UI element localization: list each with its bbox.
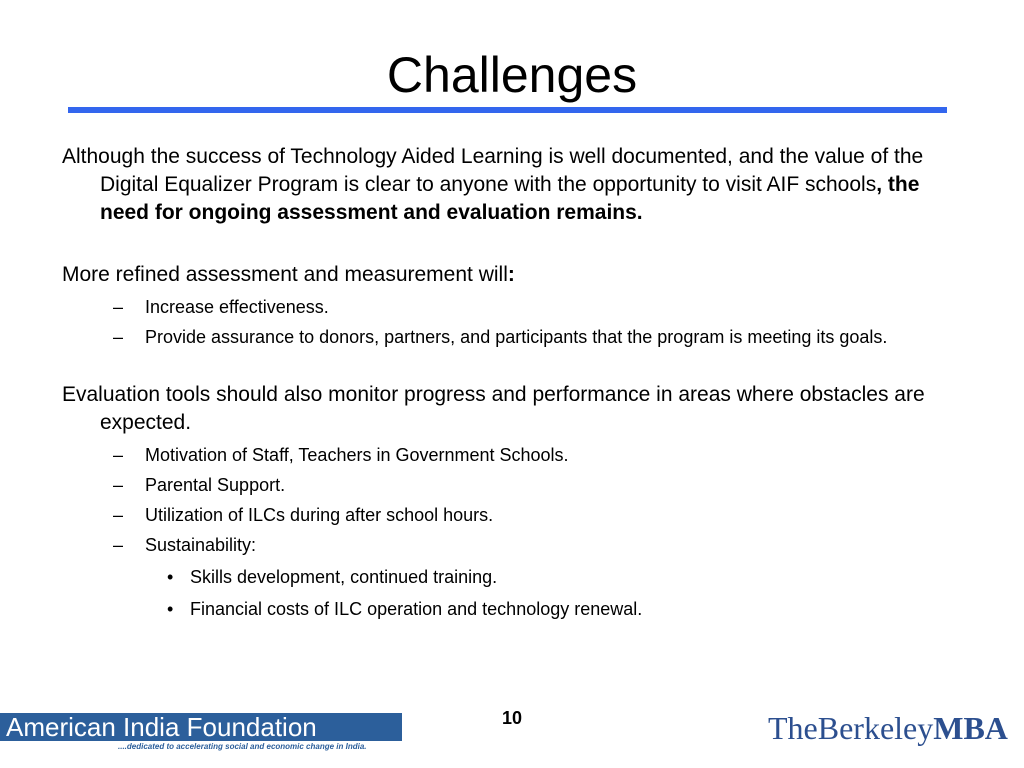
aif-logo — [0, 713, 402, 768]
aif-tagline: ....dedicated to accelerating social and economic change in India. — [118, 742, 367, 751]
list-item-text: Increase effectiveness. — [145, 297, 329, 317]
list-item: – Increase effectiveness. — [113, 297, 329, 317]
list-item-text: Provide assurance to donors, partners, and participants that the program is meeting its goals. — [145, 327, 888, 347]
list-item: – Utilization of ILCs during after school hours. — [113, 505, 494, 525]
paragraph-assessment — [62, 261, 962, 289]
list-item: – Provide assurance to donors, partners, and participants that the program is meeting its goals. — [113, 327, 888, 347]
aif-name: American India Foundation — [0, 713, 402, 741]
list-item: – Parental Support. — [113, 475, 286, 495]
list-item-text: Sustainability: — [145, 535, 257, 555]
title-underline — [68, 107, 947, 113]
paragraph-assessment-colon: : — [507, 263, 515, 286]
paragraph-success-bold: , the need for ongoing assessment and evaluation remains. — [100, 173, 920, 224]
paragraph-success — [62, 143, 962, 227]
paragraph-success-text: Although the success of Technology Aided Learning is well documented, and the value of the Digital Equalizer Program is clear to anyone with the opportunity to visit AIF schools — [62, 145, 924, 196]
sub-list-item-text: Skills development, continued training. — [190, 567, 498, 587]
paragraph-assessment-text: More refined assessment and measurement will — [62, 263, 508, 286]
list-item-text: Utilization of ILCs during after school hours. — [145, 505, 494, 525]
sub-list-item: • Financial costs of ILC operation and technology renewal. — [167, 599, 643, 619]
list-item-text: Motivation of Staff, Teachers in Government Schools. — [145, 445, 569, 465]
list-item-text: Parental Support. — [145, 475, 286, 495]
berkeley-mba: MBA — [933, 710, 1008, 746]
sub-list-item: • Skills development, continued training. — [167, 567, 498, 587]
berkeley-the: The — [768, 710, 818, 746]
paragraph-evaluation: Evaluation tools should also monitor progress and performance in areas where obstacles are expected. — [62, 383, 925, 434]
page-number: 10 — [501, 708, 523, 728]
berkeley-mba-logo — [768, 710, 1008, 747]
berkeley-name: Berkeley — [817, 710, 934, 746]
slide-title: Challenges — [386, 47, 638, 103]
sub-list-item-text: Financial costs of ILC operation and technology renewal. — [190, 599, 643, 619]
list-item: – Motivation of Staff, Teachers in Government Schools. — [113, 445, 569, 465]
list-item: – Sustainability: — [113, 535, 257, 555]
slide-body — [62, 143, 962, 621]
